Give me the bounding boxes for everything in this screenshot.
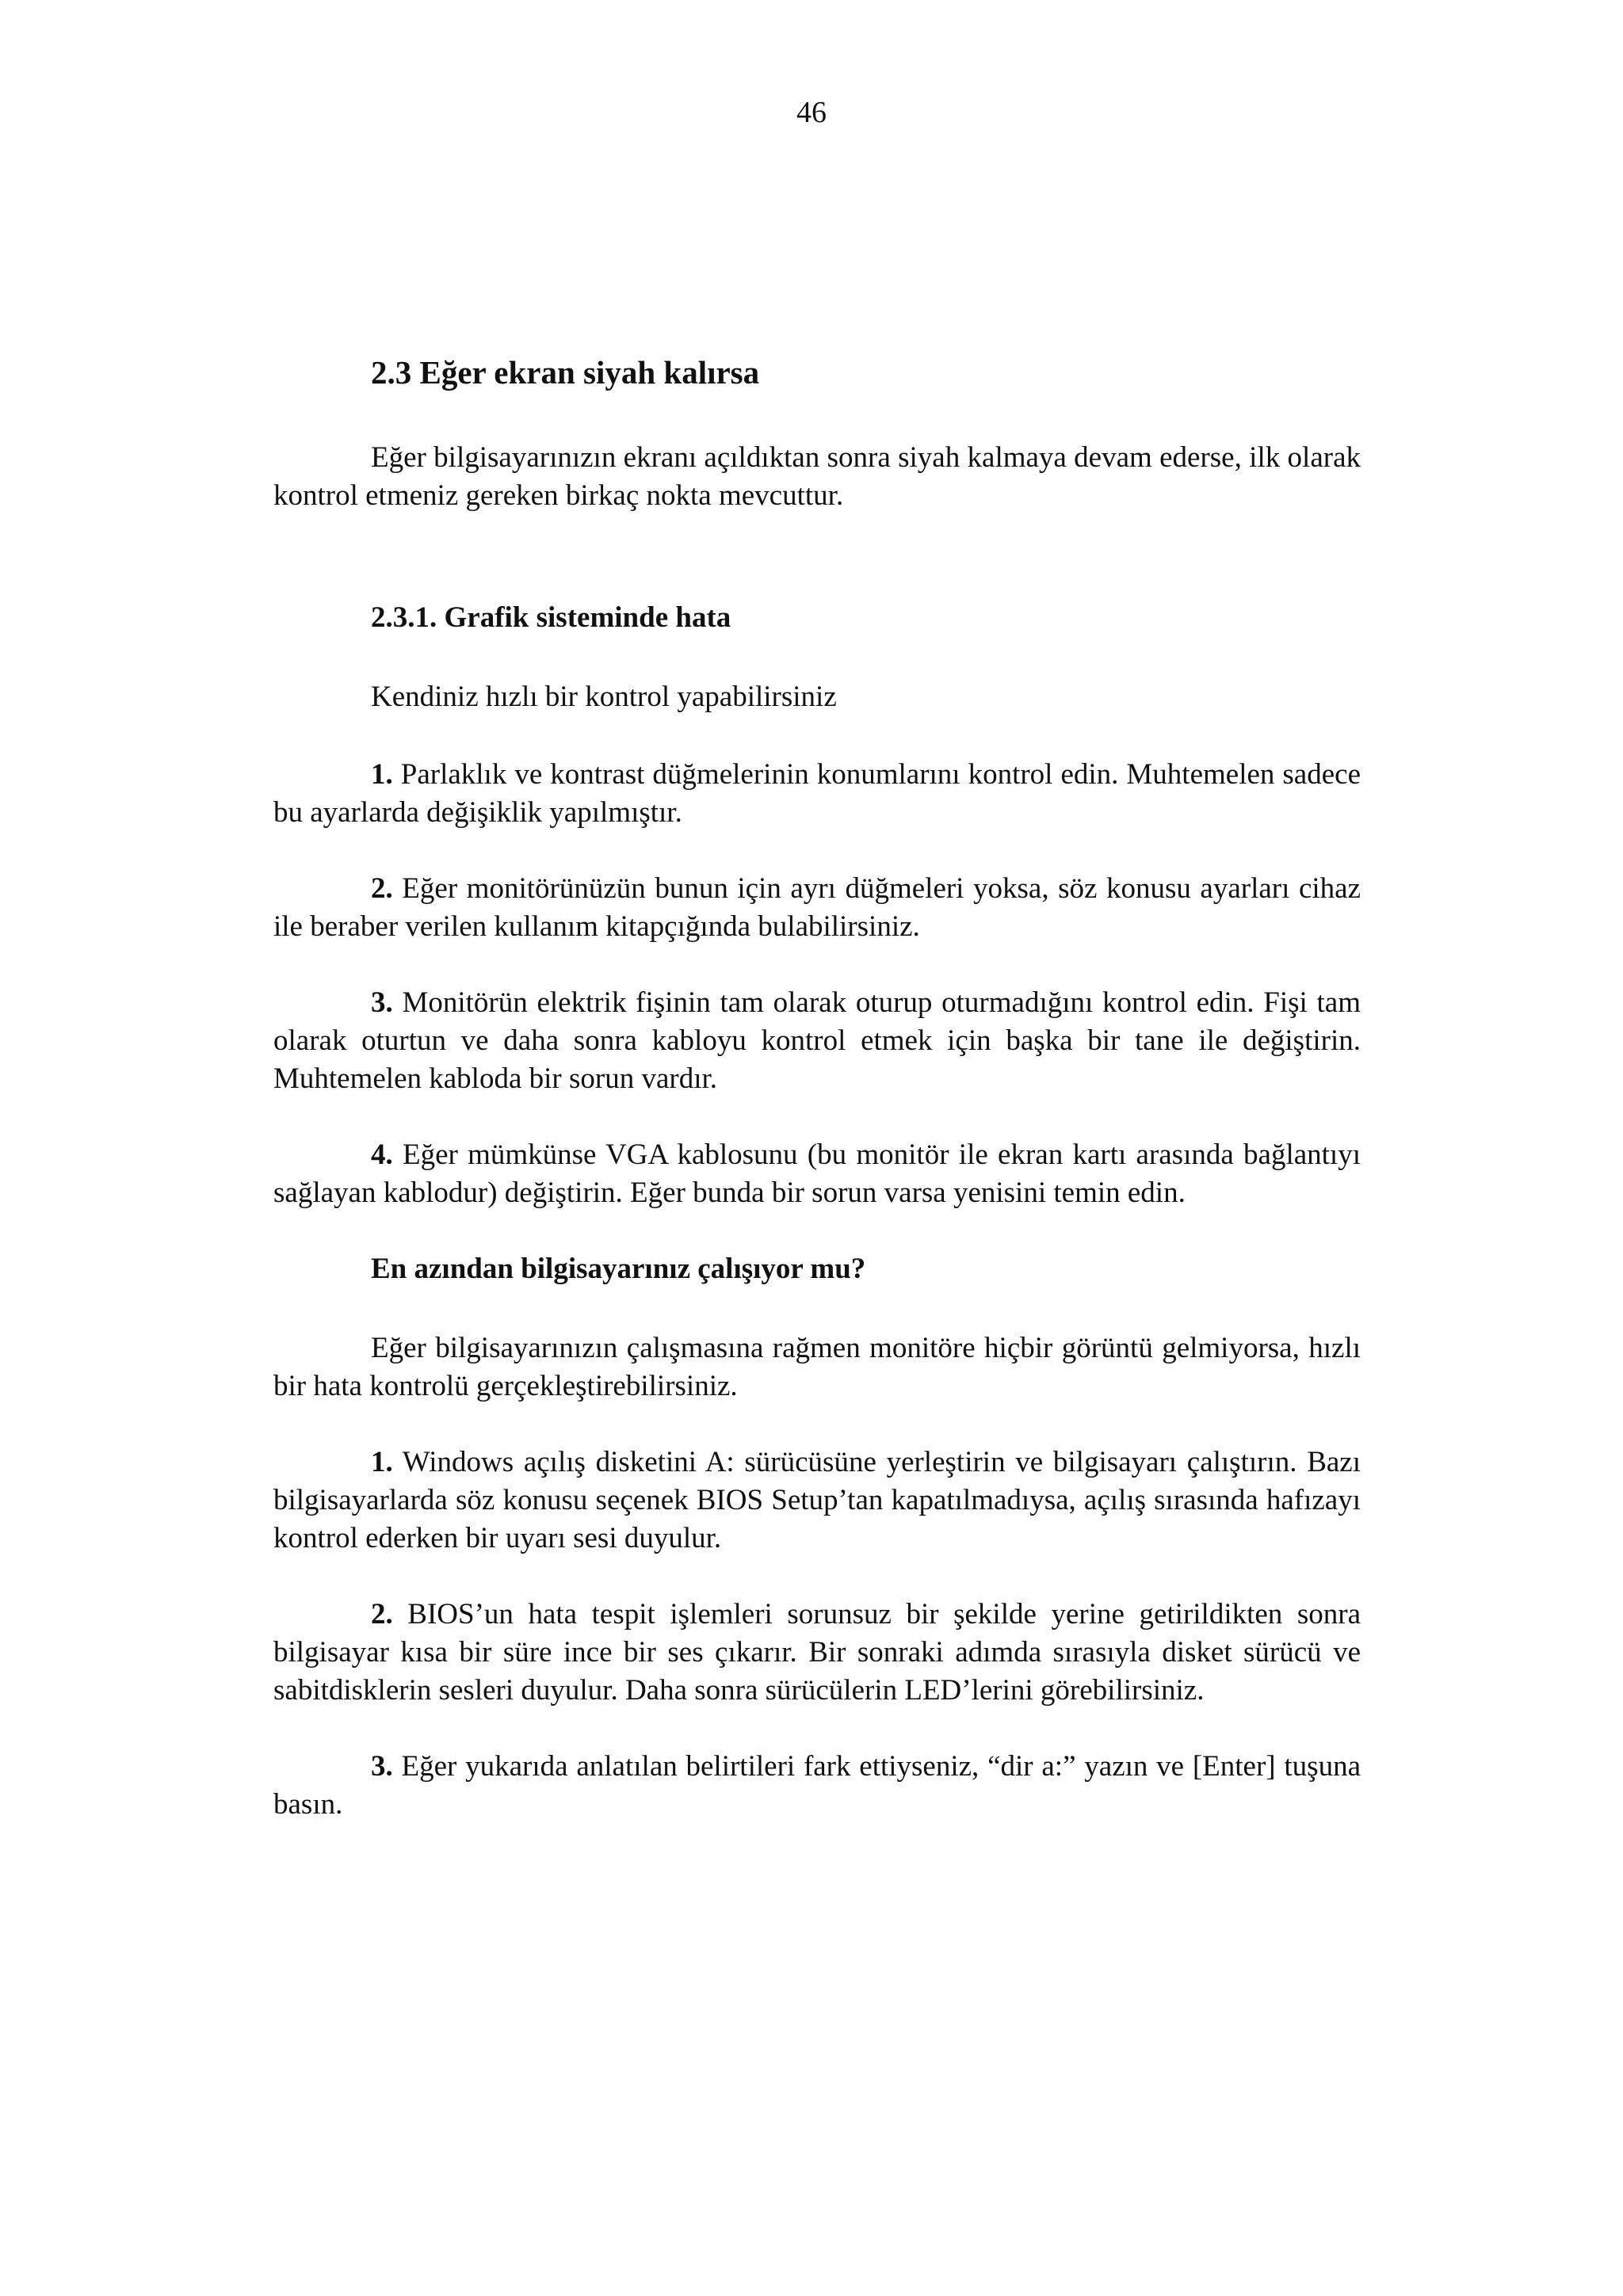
- list-item: [273, 756, 1361, 832]
- item-number: 4.: [371, 1138, 393, 1171]
- item-text: Eğer monitörünüzün bunun için ayrı düğmeleri yoksa, söz konusu ayarları cihaz ile beraber verilen kullanım kitapçığında bulabilirsiniz.: [273, 872, 1361, 943]
- list-item: [273, 1748, 1361, 1824]
- item-text: Parlaklık ve kontrast düğmelerinin konumlarını kontrol edin. Muhtemelen sadece bu ayarlarda değişiklik yapılmıştır.: [273, 758, 1361, 829]
- item-number: 3.: [371, 986, 393, 1019]
- question-intro: Eğer bilgisayarınızın çalışmasına rağmen monitöre hiçbir görüntü gelmiyorsa, hızlı bir hata kontrolü gerçekleştirebilirsiniz.: [273, 1332, 1361, 1402]
- subsection-heading: 2.3.1. Grafik sisteminde hata: [371, 601, 731, 634]
- page-number: 46: [796, 96, 827, 129]
- item-number: 2.: [371, 1598, 393, 1630]
- item-text: Monitörün elektrik fişinin tam olarak oturup oturmadığını kontrol edin. Fişi tam olarak oturtun ve daha sonra kabloyu kontrol etmek için başka bir tane ile değiştirin. Muhtemelen kabloda bir sorun vardır.: [273, 986, 1361, 1095]
- subsection-lead: Kendiniz hızlı bir kontrol yapabilirsiniz: [371, 681, 837, 713]
- section-intro: Eğer bilgisayarınızın ekranı açıldıktan sonra siyah kalmaya devam ederse, ilk olarak kontrol etmeniz gereken birkaç nokta mevcuttur.: [273, 441, 1361, 512]
- list-item: [273, 1444, 1361, 1558]
- section-heading: 2.3 Eğer ekran siyah kalırsa: [371, 354, 760, 391]
- list-item: [273, 1136, 1361, 1212]
- item-text: BIOS’un hata tespit işlemleri sorunsuz bir şekilde yerine getirildikten sonra bilgisayar kısa bir süre ince bir ses çıkarır. Bir sonraki adımda sırasıyla disket sürücü ve sabitdisklerin sesleri duyulur. Daha sonra sürücülerin LED’lerini görebilirsiniz.: [273, 1598, 1361, 1707]
- page-content: [273, 352, 1361, 1862]
- item-text: Windows açılış disketini A: sürücüsüne yerleştirin ve bilgisayarı çalıştırın. Bazı bilgisayarlarda söz konusu seçenek BIOS Setup’tan kapatılmadıysa, açılış sırasında hafızayı kontrol ederken bir uyarı sesi duyulur.: [273, 1446, 1361, 1554]
- list-item: [273, 984, 1361, 1098]
- question-heading: En azından bilgisayarınız çalışıyor mu?: [371, 1253, 866, 1285]
- item-number: 3.: [371, 1750, 393, 1783]
- item-number: 2.: [371, 872, 393, 905]
- item-number: 1.: [371, 1446, 393, 1478]
- item-text: Eğer yukarıda anlatılan belirtileri fark ettiyseniz, “dir a:” yazın ve [Enter] tuşuna basın.: [273, 1750, 1361, 1821]
- list-item: [273, 1596, 1361, 1710]
- list-item: [273, 870, 1361, 946]
- item-text: Eğer mümkünse VGA kablosunu (bu monitör ile ekran kartı arasında bağlantıyı sağlayan kablodur) değiştirin. Eğer bunda bir sorun varsa yenisini temin edin.: [273, 1138, 1361, 1209]
- item-number: 1.: [371, 758, 393, 791]
